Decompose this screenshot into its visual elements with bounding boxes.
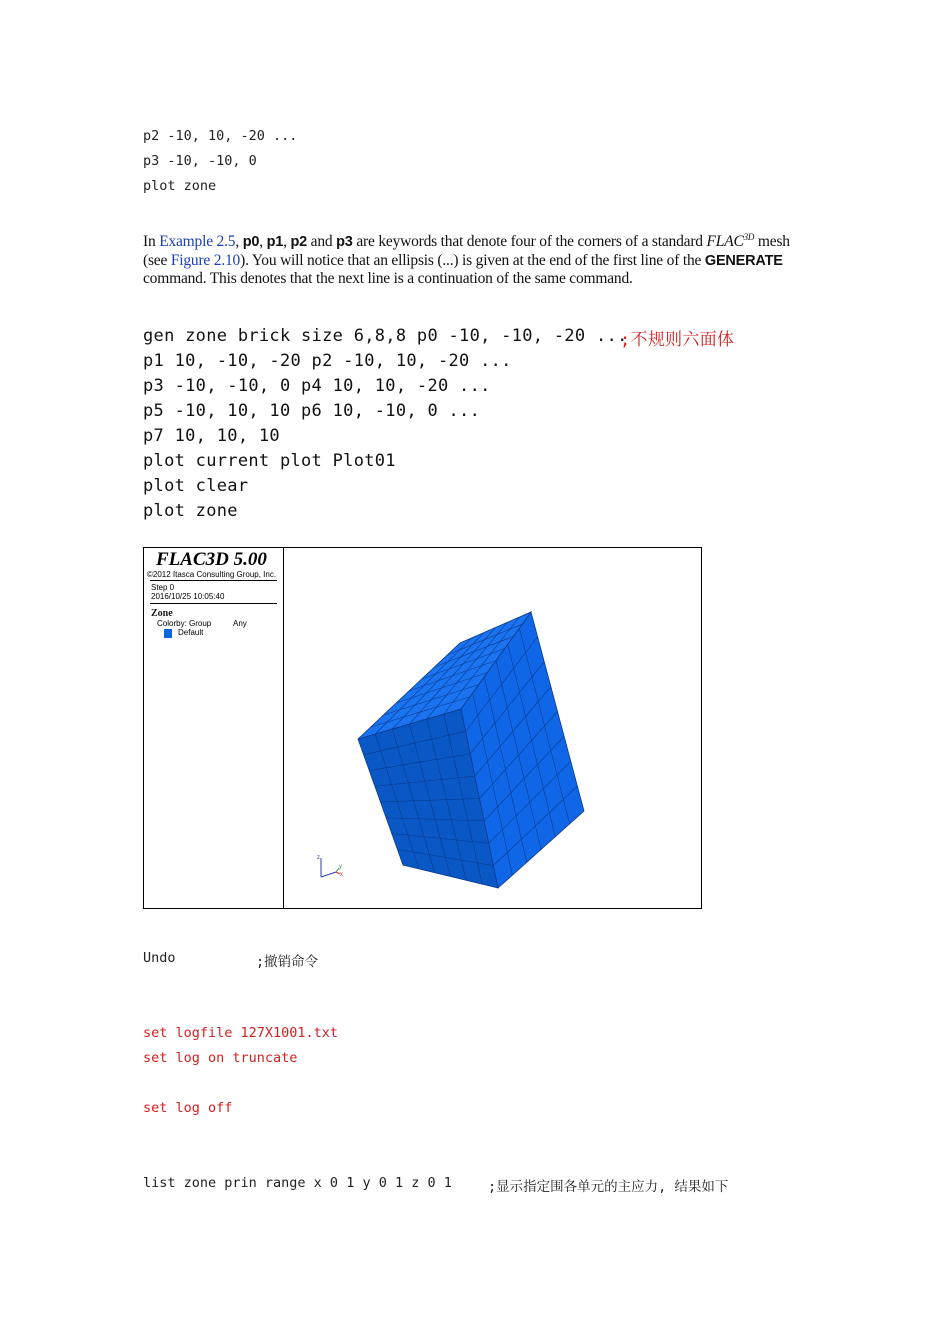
code-line: p1 10, -10, -20 p2 -10, 10, -20 ...: [143, 351, 512, 371]
code-line: gen zone brick size 6,8,8 p0 -10, -10, -20 ...: [143, 326, 628, 346]
copyright-text: ©2012 Itasca Consulting Group, Inc.: [147, 570, 277, 579]
flac3d-plot-figure: [143, 547, 702, 909]
undo-comment: ;撤销命令: [256, 954, 319, 970]
code-line: p5 -10, 10, 10 p6 10, -10, 0 ...: [143, 401, 481, 421]
default-group-label: Default: [178, 628, 204, 637]
axis-z-label: z: [317, 855, 320, 861]
code-line: p3 -10, -10, 0 p4 10, 10, -20 ...: [143, 376, 491, 396]
zone-label: Zone: [151, 608, 173, 619]
axis-x-label: x: [340, 872, 343, 878]
code-line: p3 -10, -10, 0: [143, 153, 257, 169]
undo-command: Undo: [143, 950, 176, 966]
zone-mesh-viewport: [284, 548, 700, 907]
code-line: p7 10, 10, 10: [143, 426, 280, 446]
plot-legend-panel: [144, 548, 284, 908]
code-line: p2 -10, 10, -20 ...: [143, 128, 298, 144]
divider: [150, 603, 277, 604]
divider: [150, 580, 277, 581]
any-text: Any: [233, 619, 247, 628]
axis-triad-icon: [317, 855, 343, 878]
axis-y-label: y: [339, 864, 342, 870]
code-line: plot current plot Plot01: [143, 451, 396, 471]
datetime-text: 2016/10/25 10:05:40: [151, 592, 225, 601]
colorby-text: Colorby: Group: [157, 619, 212, 628]
default-group-swatch: [164, 629, 172, 638]
code-line: plot zone: [143, 178, 217, 194]
list-comment: ;显示指定围各单元的主应力, 结果如下: [488, 1179, 729, 1195]
step-text: Step 0: [151, 583, 175, 592]
plot-title: FLAC3D 5.00: [156, 549, 267, 570]
brick-zone-mesh: [358, 612, 584, 888]
code-comment: ;不规则六面体: [620, 330, 735, 350]
code-line: set log off: [143, 1100, 233, 1116]
code-line: set logfile 127X1001.txt: [143, 1025, 339, 1041]
manual-paragraph: In Example 2.5, p0, p1, p2 and p3 are keywords that denote four of the corners of a standard $FLAC^{3D}$ mesh (see Figure 2.10). You will notice that an ellipsis (...) is given at the end of the first line of the GENERATE command. This denotes that the next line is a continuation of the same command.: [143, 232, 790, 288]
example-link[interactable]: Example 2.5: [159, 233, 236, 251]
code-line: plot clear: [143, 476, 249, 496]
list-command: list zone prin range x 0 1 y 0 1 z 0 1: [143, 1175, 452, 1191]
code-line: plot zone: [143, 501, 238, 521]
figure-link[interactable]: Figure 2.10: [170, 251, 241, 269]
code-line: set log on truncate: [143, 1050, 298, 1066]
